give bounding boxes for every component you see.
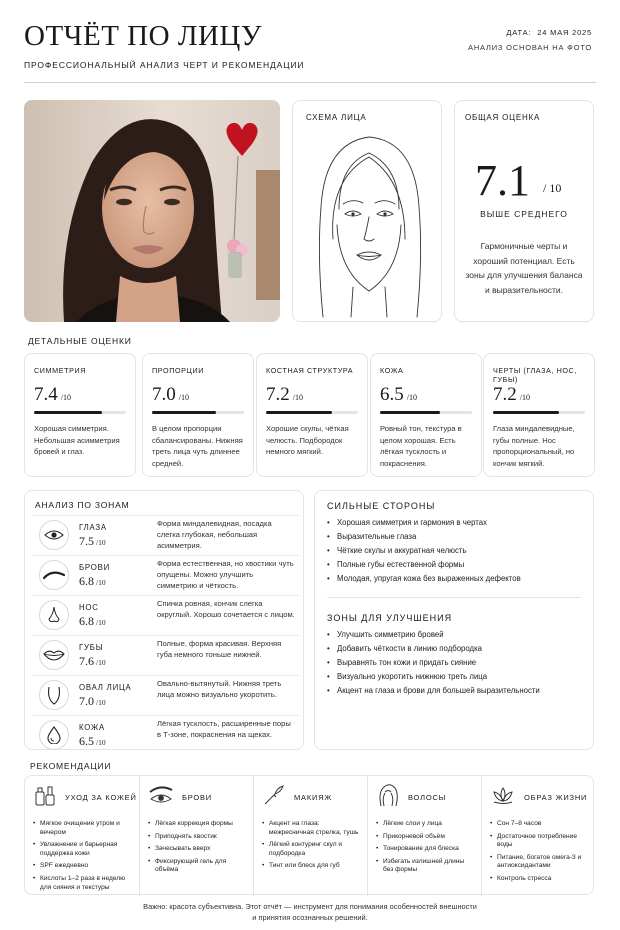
detail-score: 7.4 /10 — [34, 384, 71, 405]
zone-row-skin — [33, 715, 299, 755]
detail-card-proportions — [142, 353, 254, 477]
list-item: • Кислоты 1–2 раза в неделю для сияния и текстуры — [33, 875, 133, 892]
hair-icon — [376, 782, 400, 813]
list-item: • Увлажнение и барьерная поддержка кожи — [33, 841, 133, 858]
list-item: • Акцент на глаза: межресничная стрелка, тушь — [262, 820, 361, 837]
rec-column-brows — [139, 776, 253, 896]
zone-score: 6.8 /10 — [79, 574, 106, 588]
detailed-scores-title: ДЕТАЛЬНЫЕ ОЦЕНКИ — [28, 336, 132, 346]
list-item: • Приподнять хвостик — [148, 833, 247, 842]
rec-column-lifestyle — [481, 776, 595, 896]
detail-progress-fill — [266, 411, 332, 414]
footnote — [0, 901, 620, 923]
detail-progress-track — [34, 411, 126, 414]
zone-name: ОВАЛ ЛИЦА — [79, 683, 132, 692]
detail-text: Хорошие скулы, чёткая челюсть. Подбородок немного мягкий. — [266, 424, 349, 456]
page-title: ОТЧЁТ ПО ЛИЦУ — [24, 20, 262, 52]
detail-card-skin — [370, 353, 482, 477]
detail-card-bone-structure — [256, 353, 368, 477]
detail-text: Хорошая симметрия. Небольшая асимметрия бровей и глаз. — [34, 424, 120, 456]
list-item: • Акцент на глаза и брови для большей выразительности — [327, 684, 583, 698]
detail-score: 6.5 /10 — [380, 384, 417, 405]
section-divider — [327, 597, 581, 598]
zone-name: КОЖА — [79, 723, 105, 732]
detail-name: ЧЕРТЫ (ГЛАЗА, НОС, ГУБЫ) — [493, 366, 578, 384]
overall-description: Гармоничные черты и хороший потенциал. Есть зоны для улучшения баланса и выразительности. — [465, 241, 583, 295]
list-item: • Молодая, упругая кожа без выраженных дефектов — [327, 572, 583, 586]
overall-out-of: / 10 — [543, 181, 562, 195]
zone-name: ГЛАЗА — [79, 523, 107, 532]
list-item: • Выравнять тон кожи и придать сияние — [327, 656, 583, 670]
list-item: • Лёгкая коррекция формы — [148, 820, 247, 829]
makeup-brush-icon — [262, 783, 286, 812]
face-oval-icon — [39, 680, 69, 710]
improvements-list — [327, 628, 583, 698]
zone-text: Лёгкая тусклость, расширенные поры в Т-зоне, покраснения на щеках. — [157, 719, 291, 739]
detail-card-symmetry — [24, 353, 136, 477]
date-value: 24 МАЯ 2025 — [537, 28, 592, 37]
list-item: • Тонирование для блеска — [376, 845, 475, 854]
footnote-line: и принятия осознанных решений. — [252, 913, 368, 922]
analysis-basis: АНАЛИЗ ОСНОВАН НА ФОТО — [468, 43, 592, 52]
zone-row-lips — [33, 635, 299, 675]
detail-progress-fill — [152, 411, 216, 414]
date-label: ДАТА: — [506, 28, 532, 37]
header-divider — [24, 82, 596, 83]
list-item: • Прикорневой объём — [376, 833, 475, 842]
strengths-title: СИЛЬНЫЕ СТОРОНЫ — [327, 501, 436, 511]
strengths-list — [327, 516, 583, 586]
overall-title: ОБЩАЯ ОЦЕНКА — [465, 113, 541, 122]
zone-analysis-title: АНАЛИЗ ПО ЗОНАМ — [35, 500, 130, 510]
zone-score: 6.8 /10 — [79, 614, 106, 628]
zone-row-brows — [33, 555, 299, 595]
list-item: • Полные губы естественной формы — [327, 558, 583, 572]
zone-text: Спинка ровная, кончик слегка округлый. Хорошо сочетается с лицом. — [157, 599, 295, 619]
detail-text: Глаза миндалевидные, губы полные. Нос пропорциональный, но кончик мягкий. — [493, 424, 575, 468]
zone-row-face-oval — [33, 675, 299, 715]
detail-progress-fill — [380, 411, 440, 414]
page-subtitle: ПРОФЕССИОНАЛЬНЫЙ АНАЛИЗ ЧЕРТ И РЕКОМЕНДАЦИИ — [24, 60, 305, 70]
list-item: • Сон 7–8 часов — [490, 820, 589, 829]
list-item: • Лёгкий контуринг скул и подбородка — [262, 841, 361, 858]
detail-name: СИММЕТРИЯ — [34, 366, 87, 375]
rec-name: МАКИЯЖ — [294, 792, 333, 802]
detail-name: КОЖА — [380, 366, 404, 375]
zone-text: Форма миндалевидная, посадка слегка глубокая, небольшая асимметрия. — [157, 519, 272, 550]
report-date — [506, 28, 592, 37]
detail-score: 7.2 /10 — [493, 384, 530, 405]
overall-score-card — [454, 100, 594, 322]
zone-name: ГУБЫ — [79, 643, 104, 652]
list-item: • SPF ежедневно — [33, 862, 133, 871]
detail-progress-track — [493, 411, 585, 414]
zone-score: 7.5 /10 — [79, 534, 106, 548]
list-item: • Выразительные глаза — [327, 530, 583, 544]
list-item: • Лёгкие слои у лица — [376, 820, 475, 829]
list-item: • Зачесывать вверх — [148, 845, 247, 854]
lotus-icon — [490, 785, 516, 810]
footnote-line: Важно: красота субъективна. Этот отчёт — инструмент для понимания особенностей внешности — [143, 902, 477, 911]
rec-name: ОБРАЗ ЖИЗНИ — [524, 792, 588, 802]
eyebrow-icon — [39, 560, 69, 590]
detail-score: 7.2 /10 — [266, 384, 303, 405]
detail-progress-track — [152, 411, 244, 414]
face-scheme-card — [292, 100, 442, 322]
eyebrow-eye-icon — [148, 785, 174, 810]
zone-name: НОС — [79, 603, 99, 612]
list-item: • Избегать излишней длины без формы — [376, 858, 475, 875]
detail-text: Ровный тон, текстура в целом хорошая. Есть лёгкая тусклость и покраснения. — [380, 424, 462, 468]
zone-name: БРОВИ — [79, 563, 111, 572]
detail-name: ПРОПОРЦИИ — [152, 366, 204, 375]
rec-column-skincare — [25, 776, 139, 896]
detail-progress-track — [380, 411, 472, 414]
rec-name: БРОВИ — [182, 792, 212, 802]
skincare-bottles-icon — [33, 783, 57, 812]
detail-card-features — [483, 353, 595, 477]
list-item: • Достаточное потребление воды — [490, 833, 589, 850]
overall-score: 7.1 — [475, 156, 530, 205]
nose-icon — [39, 600, 69, 630]
recommendations-title: РЕКОМЕНДАЦИИ — [30, 761, 112, 771]
zone-row-eyes — [33, 515, 299, 555]
zone-score: 7.0 /10 — [79, 694, 106, 708]
detail-name: КОСТНАЯ СТРУКТУРА — [266, 366, 354, 375]
zone-analysis-card — [24, 490, 304, 750]
list-item: • Хорошая симметрия и гармония в чертах — [327, 516, 583, 530]
zone-text: Овально-вытянутый. Нижняя треть лица можно визуально укоротить. — [157, 679, 282, 699]
rec-name: ВОЛОСЫ — [408, 792, 447, 802]
zone-score: 6.5 /10 — [79, 734, 106, 748]
list-item: • Визуально укоротить нижнюю треть лица — [327, 670, 583, 684]
zone-text: Форма естественная, но хвостики чуть опущены. Можно улучшить симметрию и чёткость. — [157, 559, 294, 590]
portrait-photo — [24, 100, 280, 322]
lips-icon — [39, 640, 69, 670]
zone-row-nose — [33, 595, 299, 635]
list-item: • Чёткие скулы и аккуратная челюсть — [327, 544, 583, 558]
list-item: • Фиксирующий гель для объёма — [148, 858, 247, 875]
list-item: • Улучшить симметрию бровей — [327, 628, 583, 642]
detail-score: 7.0 /10 — [152, 384, 189, 405]
detail-text: В целом пропорции сбалансированы. Нижняя треть лица чуть длиннее средней. — [152, 424, 243, 468]
face-line-drawing — [303, 129, 433, 319]
improvements-title: ЗОНЫ ДЛЯ УЛУЧШЕНИЯ — [327, 613, 453, 623]
strengths-improvements-card — [314, 490, 594, 750]
recommendations-card — [24, 775, 594, 895]
detail-progress-fill — [34, 411, 102, 414]
rec-name: УХОД ЗА КОЖЕЙ — [65, 792, 137, 802]
list-item: • Контроль стресса — [490, 875, 589, 884]
detail-progress-fill — [493, 411, 559, 414]
list-item: • Тинт или блеск для губ — [262, 862, 361, 871]
rec-column-hair — [367, 776, 481, 896]
detail-progress-track — [266, 411, 358, 414]
list-item: • Мягкое очищение утром и вечером — [33, 820, 133, 837]
list-item: • Добавить чёткости в линию подбородка — [327, 642, 583, 656]
overall-level: ВЫШЕ СРЕДНЕГО — [480, 209, 568, 219]
eye-icon — [39, 520, 69, 550]
zone-text: Полные, форма красивая. Верхняя губа немного тоньше нижней. — [157, 639, 282, 659]
drop-icon — [39, 720, 69, 750]
rec-column-makeup — [253, 776, 367, 896]
zone-score: 7.6 /10 — [79, 654, 106, 668]
list-item: • Питание, богатое омега-3 и антиоксидантами — [490, 854, 589, 871]
face-scheme-title: СХЕМА ЛИЦА — [306, 113, 367, 122]
